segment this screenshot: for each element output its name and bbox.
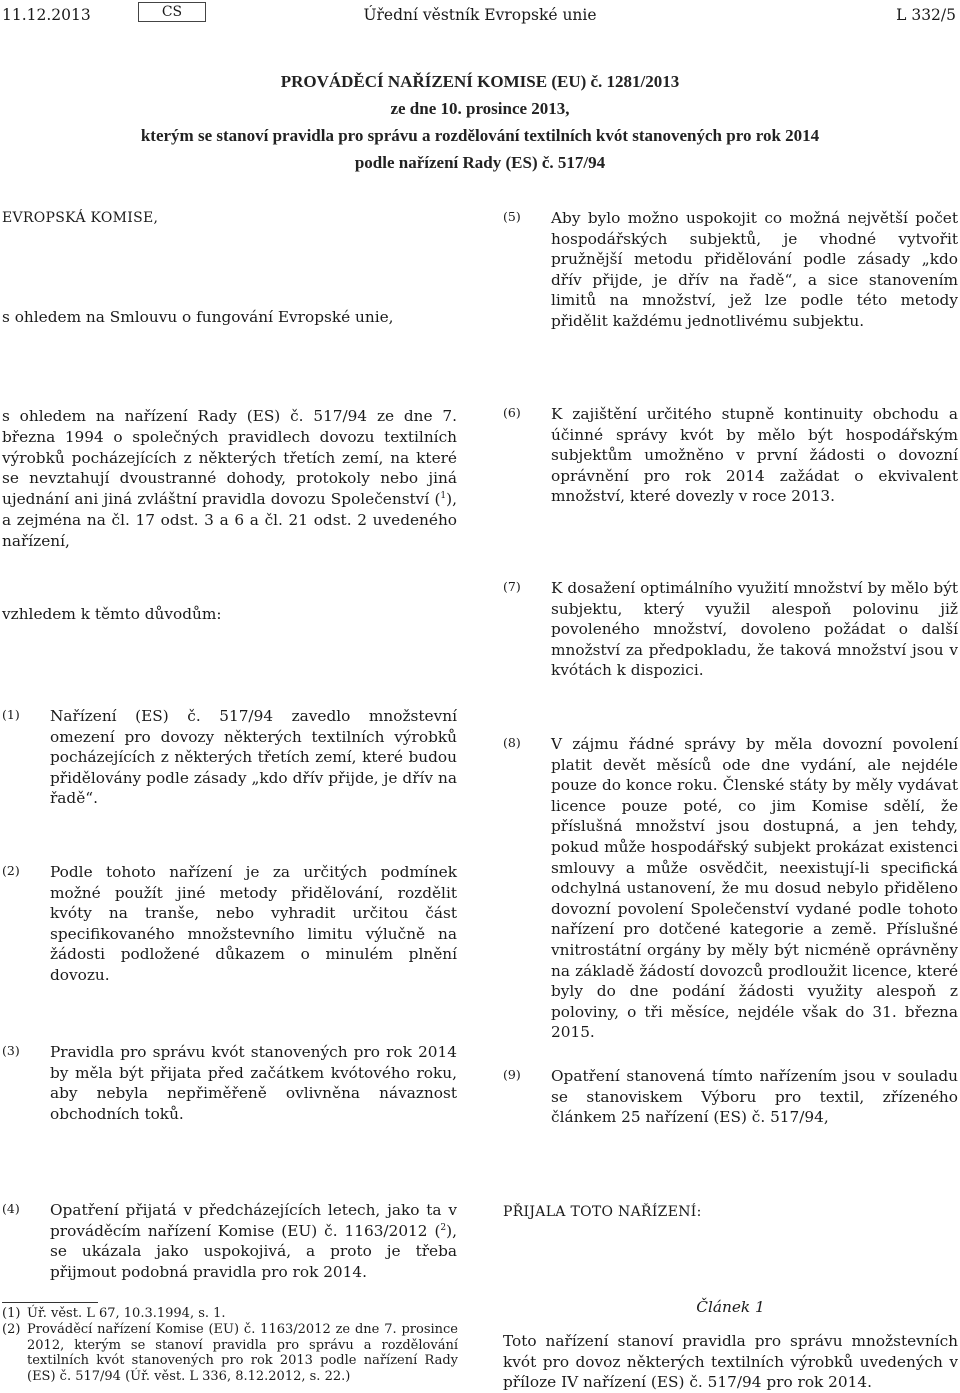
footnote-ref-1[interactable]: 1 [440, 491, 447, 502]
adopted-heading: PŘIJALA TOTO NAŘÍZENÍ: [503, 1204, 702, 1220]
article-1-text: Toto nařízení stanoví pravidla pro správu množstevních kvót pro dovoz některých textilních výrobků uvedených v příloze IV nařízení (ES) č. 517/94 pro rok 2014. [503, 1332, 958, 1392]
title-line-3: kterým se stanoví pravidla pro správu a rozdělování textilních kvót stanovených pro rok 2014 [140, 126, 820, 145]
commission-heading: EVROPSKÁ KOMISE, [2, 210, 159, 226]
title-line-2: ze dne 10. prosince 2013, [390, 99, 570, 118]
language-badge: CS [138, 2, 206, 22]
whereas-heading: vzhledem k těmto důvodům: [2, 605, 222, 623]
right-column: (5) Aby bylo možno uspokojit co možná největší počet hospodářských subjektů, je vhodné vytvořit pružnější metodu přidělování podle zásady „kdo dřív přijde, je dřív na řadě“, a sice stanovením limitů na množství, jež lze podle této metody přidělit každému jednotlivému subjektu. (6) K zajištění určitého stupně kontinuity obchodu a účinné správy kvót by mělo být hospodářským subjektům umožněno v první žádosti o dovozní oprávnění pro rok 2014 zažádat o ekvivalent množství, které dovezly v roce 2013. (7) K dosažení optimálního využití množství by mělo být subjektu, který využil alespoň polovinu již povoleného množství, dovoleno požádat o další množství za předpokladu, že taková množství jsou v kvótách k dispozici. (8) V zájmu řádné správy by měla dovozní povolení platit devět měsíců ode dne vydání, ale nejdéle pouze do konce roku. Členské státy by měly vydávat licence pouze poté, co jim Komise sdělí, že příslušná množství jsou dostupná, a jen tehdy, pokud může hospodářský subjekt prokázat existenci smlouvy a může osvědčit, neexistují-li specifická odchylná ustanovení, že mu dosud nebylo přiděleno dovozní povolení Společenství vydané podle tohoto nařízení pro dotčené kategorie a země. Příslušné vnitrostátní orgány by měly být nicméně oprávněny na základě žádostí dovozců prodloužit licence, které byly do dne podání žádosti využity alespoň z poloviny, o tři měsíce, nejdéle však do 31. března 2015. (9) Opatření stanovená tímto nařízením jsou v souladu se stanoviskem Výboru pro textil, zřízeného článkem 25 nařízení (ES) č. 517/94, PŘIJALA TOTO NAŘÍZENÍ: [503, 0, 958, 1290]
left-column: EVROPSKÁ KOMISE, s ohledem na Smlouvu o fungování Evropské unie, s ohledem na nařízení Rady (ES) č. 517/94 ze dne 7. března 1994 o společných pravidlech dovozu textilních výrobků pocházejících z některých třetích zemí, na které se nevztahují dvoustranné dohody, protokoly nebo jiná ujednání ani jiná zvláštní pravidla dovozu Společenství ($^1$), a zejména na čl. 17 odst. 3 a 6 a čl. 21 odst. 2 uvedeného nařízení, vzhledem k těmto důvodům: (1) Nařízení (ES) č. 517/94 zavedlo množstevní omezení pro dovozy některých textilních výrobků pocházejících z některých třetích zemí, které budou přidělovány podle zásady „kdo dřív přijde, je dřív na řadě“. (2) Podle tohoto nařízení je za určitých podmínek možné použít jiné metody přidělování, rozdělit kvóty na tranše, nebo vyhradit určitou část specifikovaného množstevního limitu výlučně na žádosti podložené důkazem o minulém plnění dovozu. (3) Pravidla pro správu kvót stanovených pro rok 2014 by měla být přijata před začátkem kvótového roku, aby nebyla nepřiměřeně ovlivněna návaznost obchodních toků. (4) Opatření přijatá v předcházejících letech, jako ta v prováděcím nařízení Komise (EU) č. 1163/2012 ($^2$), se ukázala jako uspokojivá, a proto je třeba přijmout podobná pravidla pro rok 2014. [2, 210, 457, 1281]
having-regard-regulation: s ohledem na nařízení Rady (ES) č. 517/94 ze dne 7. března 1994 o společných pravidlech dovozu textilních výrobků pocházejících z některých třetích zemí, na které se nevztahují dvoustranné dohody, protokoly nebo jiná ujednání ani jiná zvláštní pravidla dovozu Společenství ($^1$), a zejména na čl. 17 odst. 3 a 6 a čl. 21 odst. 2 uvedeného nařízení, [2, 407, 457, 550]
title-line-4: podle nařízení Rady (ES) č. 517/94 [354, 153, 606, 172]
publication-date: 11.12.2013 [2, 6, 91, 24]
footnote-1: (1) Úř. věst. L 67, 10.3.1994, s. 1. [2, 1306, 226, 1321]
footnote-ref-2[interactable]: 2 [440, 1222, 447, 1233]
journal-name: Úřední věstník Evropské unie [363, 6, 597, 24]
page-reference: L 332/5 [896, 6, 956, 24]
article-1-heading: Článek 1 [696, 1298, 765, 1316]
footnote-2: (2) Prováděcí nařízení Komise (EU) č. 1163/2012 ze dne 7. prosince 2012, kterým se stanoví pravidla pro správu a rozdělování textilních kvót stanovených pro rok 2013 podle nařízení Rady (ES) č. 517/94 (Úř. věst. L 336, 8.12.2012, s. 22.) [2, 1322, 458, 1384]
footnote-divider [2, 1302, 98, 1303]
having-regard-treaty: s ohledem na Smlouvu o fungování Evropské unie, [2, 308, 394, 326]
title-line-1: PROVÁDĚCÍ NAŘÍZENÍ KOMISE (EU) č. 1281/2013 [280, 72, 680, 91]
